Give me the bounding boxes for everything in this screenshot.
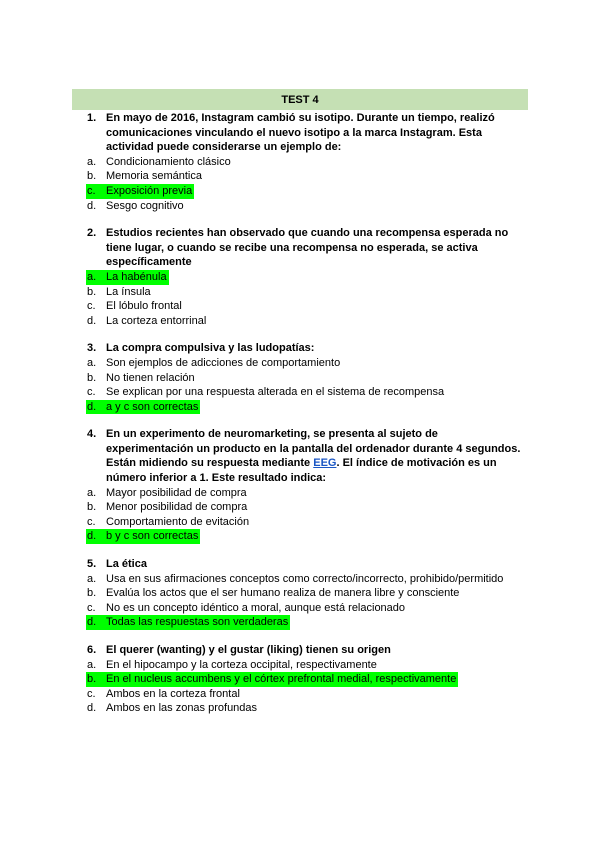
option-a — [86, 155, 526, 170]
option-text: No tienen relación — [106, 371, 195, 384]
option-text: Usa en sus afirmaciones conceptos como correcto/incorrecto, prohibido/permitido — [106, 572, 504, 585]
test-title-bar — [72, 89, 528, 110]
question-number: 6. — [87, 644, 97, 656]
option-letter: b. — [87, 371, 97, 384]
option-a — [86, 658, 526, 673]
question-header — [86, 427, 526, 485]
question-list — [86, 111, 526, 729]
option-text: En el hipocampo y la corteza occipital, respectivamente — [106, 658, 377, 671]
option-b — [86, 500, 526, 515]
question-2 — [86, 226, 526, 328]
option-d-correct — [86, 400, 200, 415]
option-text: Ambos en la corteza frontal — [106, 687, 240, 700]
option-letter: d. — [87, 314, 97, 327]
question-header — [86, 226, 526, 270]
question-header — [86, 111, 526, 155]
option-b — [86, 371, 526, 386]
option-text: Comportamiento de evitación — [106, 515, 250, 528]
option-letter: d. — [87, 199, 97, 212]
option-a-correct — [86, 270, 169, 285]
option-a — [86, 486, 526, 501]
option-b-correct — [86, 672, 458, 687]
question-header — [86, 643, 526, 658]
option-letter: a. — [87, 270, 97, 283]
option-d-correct — [86, 529, 200, 544]
option-letter: c. — [87, 386, 96, 399]
option-text: Exposición previa — [106, 184, 193, 197]
option-letter: d. — [87, 616, 97, 629]
option-c — [86, 385, 526, 400]
question-text: La compra compulsiva y las ludopatías: — [106, 342, 315, 355]
option-c — [86, 687, 526, 702]
option-text: b y c son correctas — [106, 530, 199, 543]
option-a — [86, 356, 526, 371]
option-text: Evalúa los actos que el ser humano realiza de manera libre y consciente — [106, 587, 460, 600]
question-text — [106, 427, 526, 485]
option-letter: d. — [87, 530, 97, 543]
option-letter: a. — [87, 486, 97, 499]
option-b — [86, 169, 526, 184]
option-c — [86, 299, 526, 314]
question-1 — [86, 111, 526, 213]
question-header — [86, 557, 526, 572]
option-text: La corteza entorrinal — [106, 314, 207, 327]
option-text: Ambos en las zonas profundas — [106, 702, 258, 715]
option-d-correct — [86, 615, 290, 630]
option-b — [86, 285, 526, 300]
option-c — [86, 601, 526, 616]
option-text: En el nucleus accumbens y el córtex prefrontal medial, respectivamente — [106, 673, 457, 686]
option-letter: a. — [87, 155, 97, 168]
option-letter: a. — [87, 658, 97, 671]
question-3 — [86, 341, 526, 414]
option-text: a y c son correctas — [106, 400, 199, 413]
option-c-correct — [86, 184, 194, 199]
question-number: 3. — [87, 342, 97, 355]
option-text: La habénula — [106, 270, 167, 283]
option-text: Mayor posibilidad de compra — [106, 486, 247, 499]
option-letter: d. — [87, 702, 97, 715]
question-number: 2. — [87, 227, 97, 240]
option-d — [86, 314, 526, 329]
option-c — [86, 515, 526, 530]
question-header — [86, 341, 526, 356]
option-letter: d. — [87, 400, 97, 413]
option-text: Memoria semántica — [106, 170, 202, 183]
option-b — [86, 586, 526, 601]
test-title: TEST 4 — [281, 93, 319, 106]
option-text: Menor posibilidad de compra — [106, 501, 248, 514]
option-letter: c. — [87, 515, 96, 528]
option-d — [86, 701, 526, 716]
question-number: 5. — [87, 558, 97, 571]
eeg-link[interactable]: EEG — [313, 457, 337, 470]
option-text: Son ejemplos de adicciones de comportamiento — [106, 356, 341, 369]
option-text: Todas las respuestas son verdaderas — [106, 616, 289, 629]
question-4 — [86, 427, 526, 544]
question-text-after: . El índice de motivación es un número inferior a 1. Este resultado indica: — [106, 457, 497, 485]
question-text: Estudios recientes han observado que cuando una recompensa esperada no tiene lugar, o cuando se recibe una recompensa no esperada, se activa específicamente — [106, 227, 509, 269]
option-letter: c. — [87, 300, 96, 313]
option-text: No es un concepto idéntico a moral, aunque está relacionado — [106, 601, 406, 614]
option-letter: b. — [87, 587, 97, 600]
option-letter: c. — [87, 601, 96, 614]
option-letter: a. — [87, 356, 97, 369]
option-d — [86, 199, 526, 214]
option-text: El lóbulo frontal — [106, 300, 182, 313]
option-text: Se explican por una respuesta alterada en el sistema de recompensa — [106, 386, 445, 399]
question-text-before: En un experimento de neuromarketing, se presenta al sujeto de experimentación un producto en la pantalla del ordenador durante 4 segundos. Están midiendo su respuesta mediante — [106, 428, 521, 470]
option-letter: b. — [87, 170, 97, 183]
question-text: En mayo de 2016, Instagram cambió su isotipo. Durante un tiempo, realizó comunicaciones vinculando el nuevo isotipo a la marca Instagram. Esta actividad puede considerarse un ejemplo de: — [106, 112, 495, 154]
question-6 — [86, 643, 526, 716]
option-letter: b. — [87, 673, 97, 686]
option-text: Sesgo cognitivo — [106, 199, 184, 212]
option-text: Condicionamiento clásico — [106, 155, 231, 168]
option-letter: b. — [87, 285, 97, 298]
option-letter: b. — [87, 501, 97, 514]
question-text: La ética — [106, 558, 147, 571]
question-text: El querer (wanting) y el gustar (liking) tienen su origen — [106, 644, 391, 656]
option-text: La ínsula — [106, 285, 151, 298]
question-5 — [86, 557, 526, 630]
option-a — [86, 572, 526, 587]
option-letter: a. — [87, 572, 97, 585]
option-letter: c. — [87, 687, 96, 700]
question-number: 1. — [87, 112, 97, 124]
option-letter: c. — [87, 184, 96, 197]
question-number: 4. — [87, 428, 97, 441]
